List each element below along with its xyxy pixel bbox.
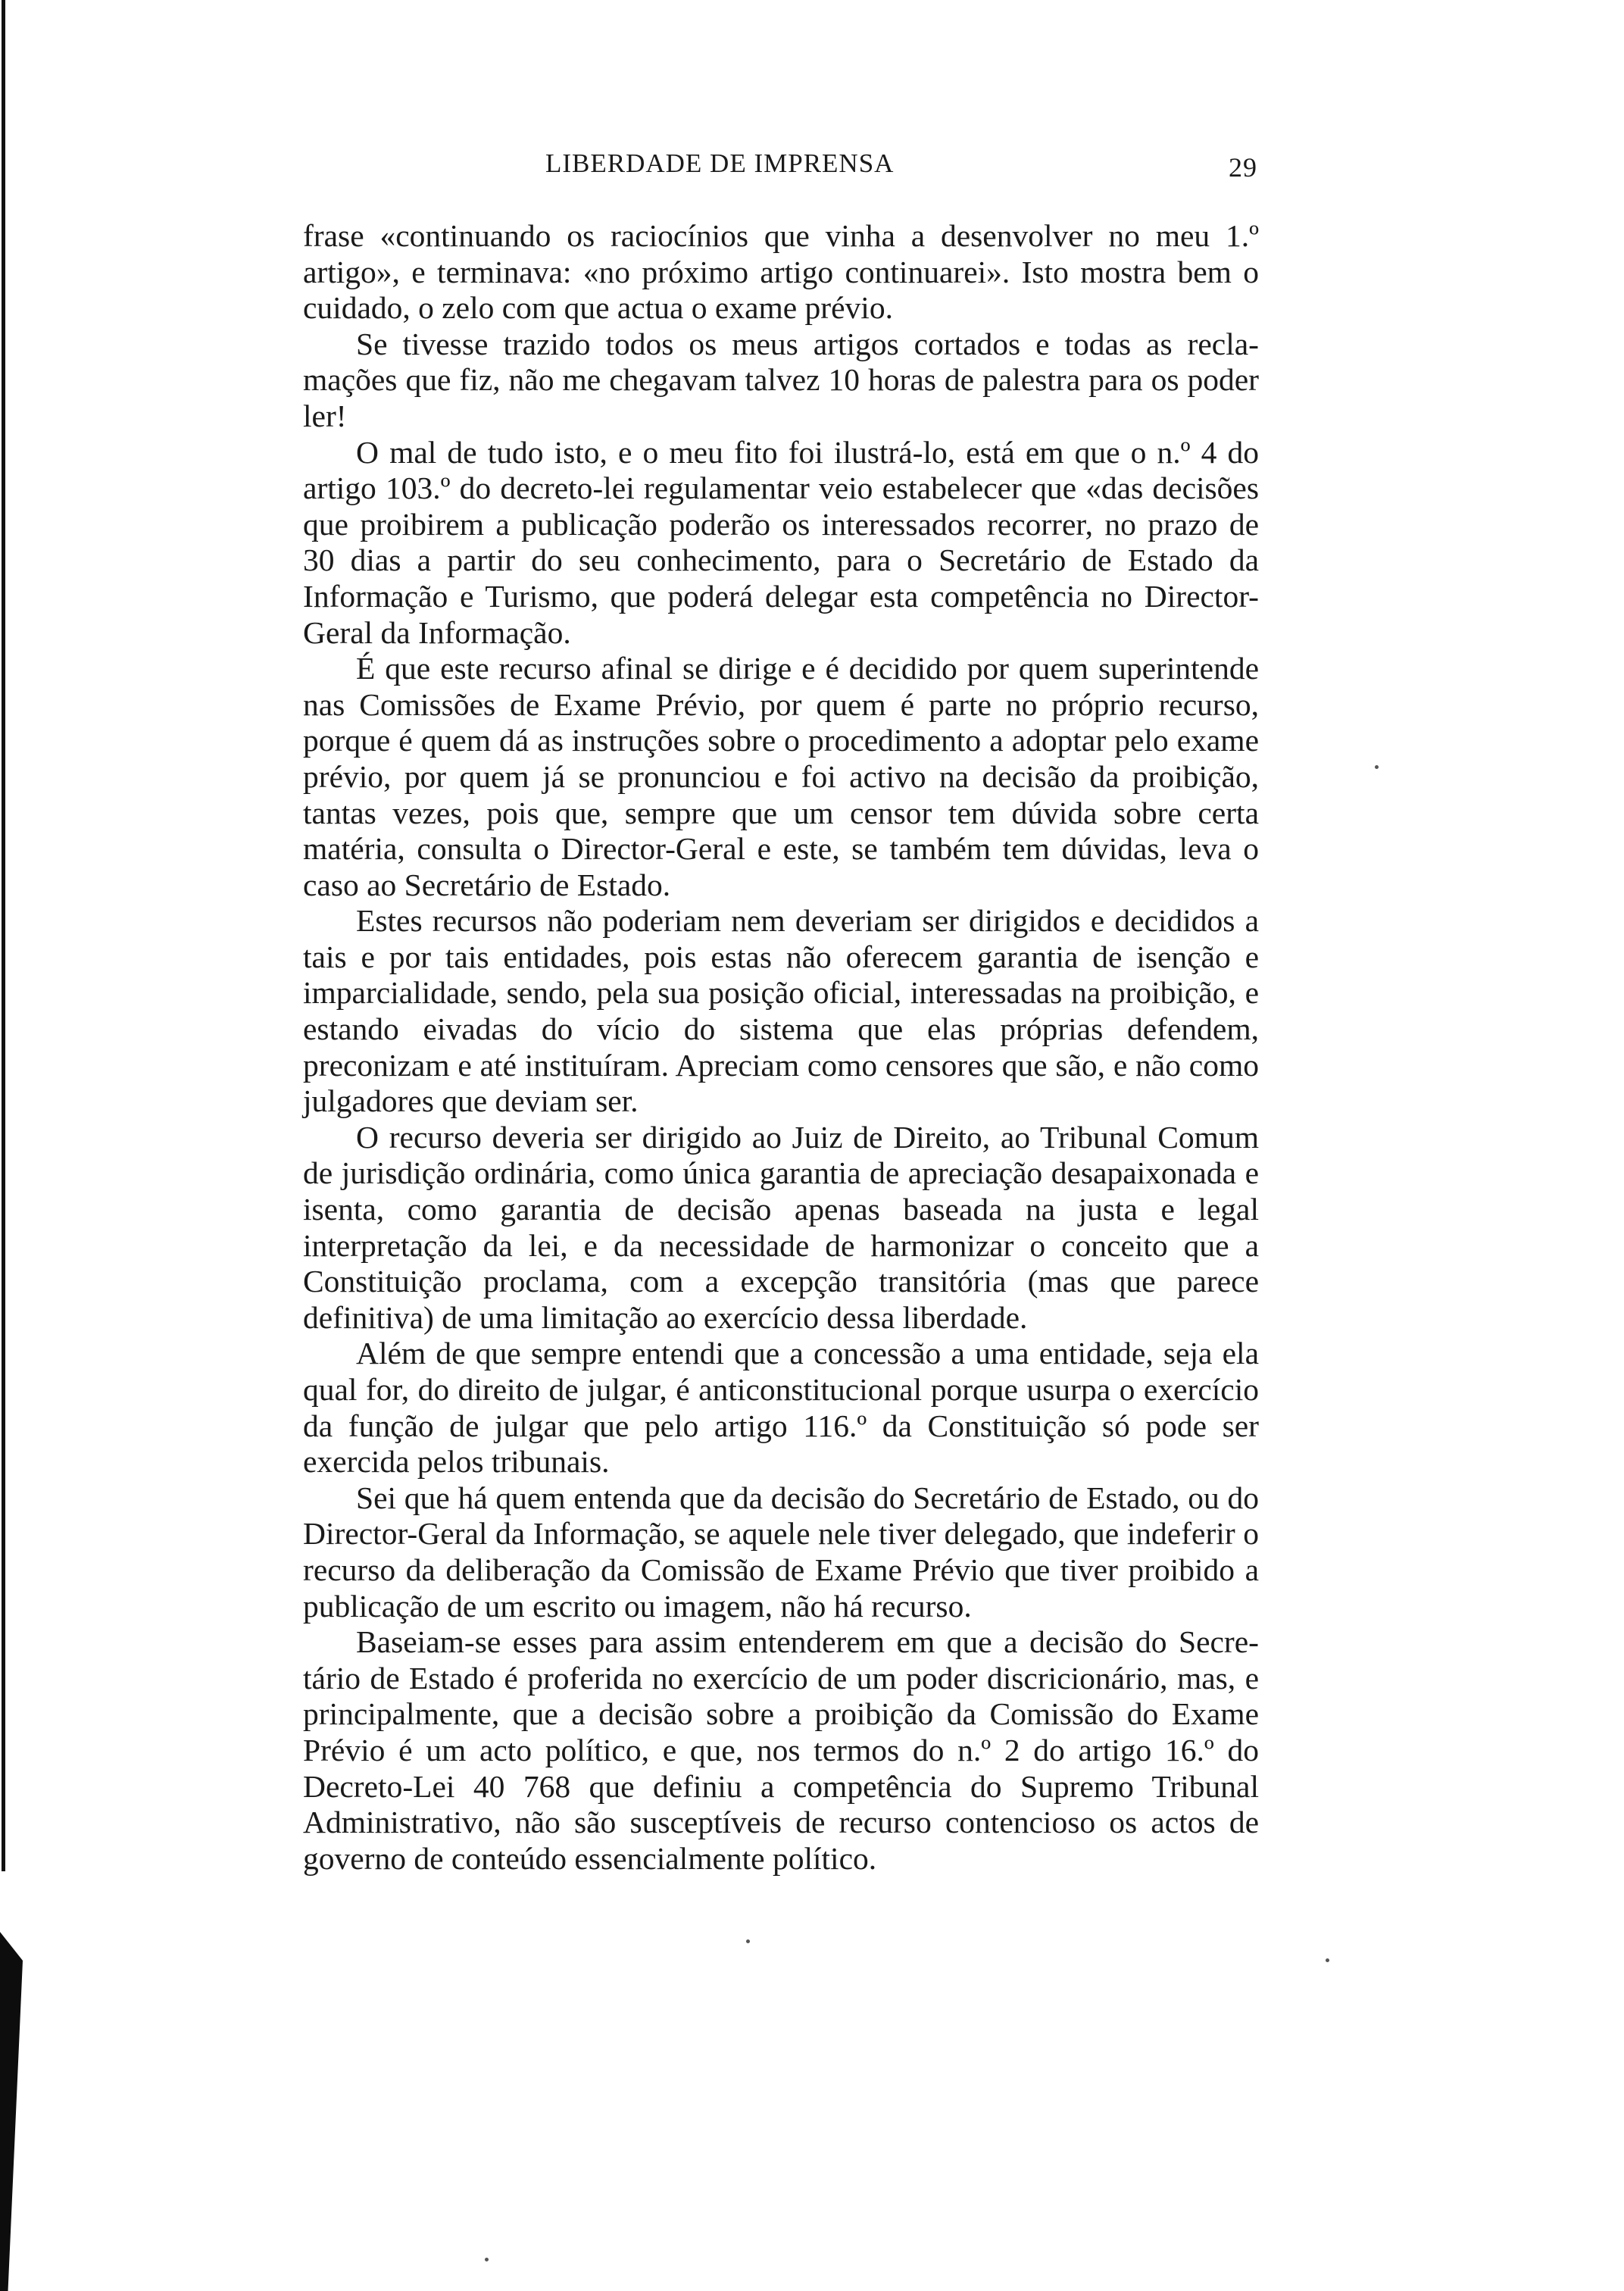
paragraph: Baseiam-se esses para assim entenderem em que a decisão do Secretário de Estado é proferida no exercício de um poder discricionário, mas, e principalmente, que a decisão sobre a proibição da Comissão do Exame Prévio é um acto político, e que, nos termos do n.º 2 do artigo 16.º do Decreto-Lei 40 768 que definiu a competência do Supremo Tribunal Administrativo, não são susceptíveis de recurso contencioso os actos de governo de conteúdo essencialmente político.	[303, 1624, 1259, 1876]
paragraph: Sei que há quem entenda que da decisão do Secretário de Estado, ou do Director-Geral da Informação, se aquele nele tiver delegado, que indeferir o recurso da deliberação da Comissão de Exame Prévio que tiver proibido a publicação de um escrito ou imagem, não há recurso.	[303, 1480, 1259, 1624]
scan-speck	[746, 1939, 750, 1943]
paragraph: frase «continuando os raciocínios que vinha a desenvolver no meu 1.º artigo», e terminava: «no próximo artigo continuarei». Isto mostra bem o cuidado, o zelo com que actua o exame prévio.	[303, 218, 1259, 326]
paragraph: Estes recursos não poderiam nem deveriam ser dirigidos e decididos a tais e por tais entidades, pois estas não oferecem garantia de isenção e imparcialidade, sendo, pela sua posição oficial, interessadas na proibição, e estando eivadas do vício do sistema que elas próprias defendem, preconizam e até instituíram. Apreciam como censores que são, e não como julgadores que deviam ser.	[303, 903, 1259, 1119]
paragraph: O mal de tudo isto, e o meu fito foi ilustrá-lo, está em que o n.º 4 do artigo 103.º do decreto-lei regulamentar veio estabelecer que «das decisões que proibirem a publicação poderão os interessados recorrer, no prazo de 30 dias a partir do seu conhecimento, para o Secretário de Estado da Informação e Turismo, que poderá delegar esta competência no Director-Geral da Informação.	[303, 434, 1259, 650]
paragraph: O recurso deveria ser dirigido ao Juiz de Direito, ao Tribunal Comum de jurisdição ordinária, como única garantia de apreciação desapaixonada e isenta, como garantia de decisão apenas baseada na justa e legal interpretação da lei, e da necessidade de harmonizar o conceito que a Constituição proclama, com a excepção transitória (mas que parece definitiva) de uma limitação ao exercício dessa liberdade.	[303, 1119, 1259, 1335]
paragraph: É que este recurso afinal se dirige e é decidido por quem superintende nas Comissões de Exame Prévio, por quem é parte no próprio recurso, porque é quem dá as instruções sobre o procedimento a adoptar pelo exame prévio, por quem já se pronunciou e foi activo na decisão da proibição, tantas vezes, pois que, sempre que um censor tem dúvida sobre certa matéria, consulta o Director-Geral e este, se também tem dúvidas, leva o caso ao Secretário de Estado.	[303, 651, 1259, 902]
body-text	[303, 218, 1259, 1877]
paragraph: Se tivesse trazido todos os meus artigos cortados e todas as reclamações que fiz, não me chegavam talvez 10 horas de palestra para os poder ler!	[303, 326, 1259, 433]
scan-speck	[1375, 765, 1379, 769]
running-head	[303, 148, 1257, 186]
scan-speck	[1326, 1958, 1329, 1962]
paragraph: Além de que sempre entendi que a concessão a uma entidade, seja ela qual for, do direito de julgar, é anticonstitucional porque usurpa o exercício da função de julgar que pelo artigo 116.º da Constituição só pode ser exercida pelos tribunais.	[303, 1336, 1259, 1480]
scan-edge-shadow	[0, 1932, 23, 2291]
running-title: LIBERDADE DE IMPRENSA	[545, 148, 895, 178]
scan-speck	[485, 2258, 489, 2261]
page-number: 29	[1229, 152, 1257, 183]
scan-edge-line	[2, 0, 5, 1871]
